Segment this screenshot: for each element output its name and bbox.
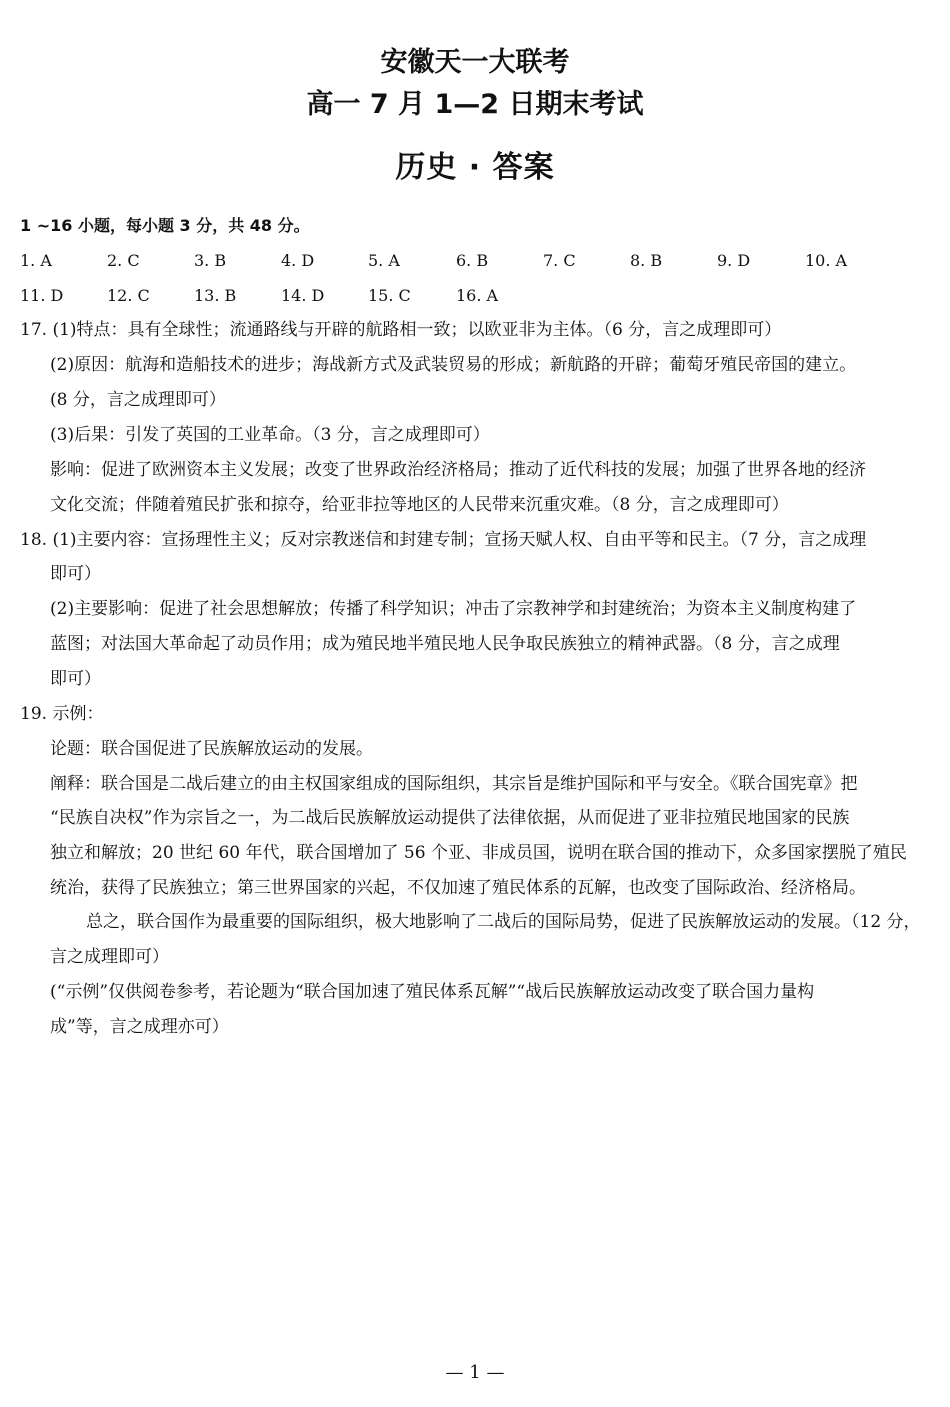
q18-part2-line2: 蓝图；对法国大革命起了动员作用；成为殖民地半殖民地人民争取民族独立的精神武器。（8 分，言之成理: [50, 634, 840, 654]
answer-item: 7. C: [543, 251, 576, 270]
q19-note-line1: (“示例”仅供阅卷参考，若论题为“联合国加速了殖民体系瓦解”“战后民族解放运动改变了联合国力量构: [50, 982, 815, 1002]
answer-item: 15. C: [368, 286, 411, 305]
answer-item: 1. A: [20, 251, 52, 270]
answer-item: 11. D: [20, 286, 64, 305]
answer-item: 8. B: [630, 251, 663, 270]
q18-part2-line1: (2)主要影响：促进了社会思想解放；传播了科学知识；冲击了宗教神学和封建统治；为资本主义制度构建了: [50, 599, 857, 619]
answer-item: 9. D: [717, 251, 751, 270]
choice-intro: 1 ~16 小题，每小题 3 分，共 48 分。: [20, 216, 310, 235]
answer-item: 12. C: [107, 286, 150, 305]
q19-summary-line2: 言之成理即可）: [50, 947, 169, 967]
q19-explain-line4: 统治，获得了民族独立；第三世界国家的兴起，不仅加速了殖民体系的瓦解，也改变了国际政治、经济格局。: [50, 878, 866, 898]
answer-item: 6. B: [456, 251, 489, 270]
q17-part3: (3)后果：引发了英国的工业革命。（3 分，言之成理即可）: [50, 425, 490, 445]
q19-heading: 19. 示例：: [20, 704, 104, 724]
answer-item: 4. D: [281, 251, 315, 270]
q17-impact-line2: 文化交流；伴随着殖民扩张和掠夺，给亚非拉等地区的人民带来沉重灾难。（8 分，言之成理即可）: [50, 495, 789, 515]
q19-thesis: 论题：联合国促进了民族解放运动的发展。: [50, 739, 373, 759]
q17-part2-line2: (8 分，言之成理即可）: [50, 390, 226, 410]
answer-item: 10. A: [805, 251, 848, 270]
answer-item: 2. C: [107, 251, 140, 270]
answer-item: 3. B: [194, 251, 227, 270]
q17-part1: 17. (1)特点：具有全球性；流通路线与开辟的航路相一致；以欧亚非为主体。（6 分，言之成理即可）: [20, 320, 782, 340]
answer-item: 13. B: [194, 286, 237, 305]
page-number: — 1 —: [445, 1362, 505, 1383]
q18-part1-line1: 18. (1)主要内容：宣扬理性主义；反对宗教迷信和封建专制；宣扬天赋人权、自由平等和民主。（7 分，言之成理: [20, 530, 867, 550]
answer-item: 5. A: [368, 251, 400, 270]
q18-part2-line3: 即可）: [50, 669, 101, 689]
q19-explain-line1: 阐释：联合国是二战后建立的由主权国家组成的国际组织，其宗旨是维护国际和平与安全。《联合国宪章》把: [50, 774, 858, 794]
q17-part2-line1: (2)原因：航海和造船技术的进步；海战新方式及武装贸易的形成；新航路的开辟；葡萄牙殖民帝国的建立。: [50, 355, 857, 375]
q18-part1-line2: 即可）: [50, 564, 101, 584]
q19-note-line2: 成”等，言之成理亦可）: [50, 1017, 229, 1037]
q19-explain-line2: “民族自决权”作为宗旨之一，为二战后民族解放运动提供了法律依据，从而促进了亚非拉殖民地国家的民族: [50, 808, 850, 828]
q17-impact-line1: 影响：促进了欧洲资本主义发展；改变了世界政治经济格局；推动了近代科技的发展；加强了世界各地的经济: [50, 460, 866, 480]
subject-title: 历史 · 答案: [395, 150, 555, 185]
q19-explain-line3: 独立和解放；20 世纪 60 年代，联合国增加了 56 个亚、非成员国，说明在联合国的推动下，众多国家摆脱了殖民: [50, 843, 907, 863]
exam-title: 高一 7 月 1—2 日期末考试: [306, 89, 644, 120]
exam-organization: 安徽天一大联考: [380, 47, 570, 78]
answer-item: 16. A: [456, 286, 499, 305]
answer-item: 14. D: [281, 286, 325, 305]
q19-summary-line1: 总之，联合国作为最重要的国际组织，极大地影响了二战后的国际局势，促进了民族解放运动的发展。（12 分，: [86, 912, 921, 932]
